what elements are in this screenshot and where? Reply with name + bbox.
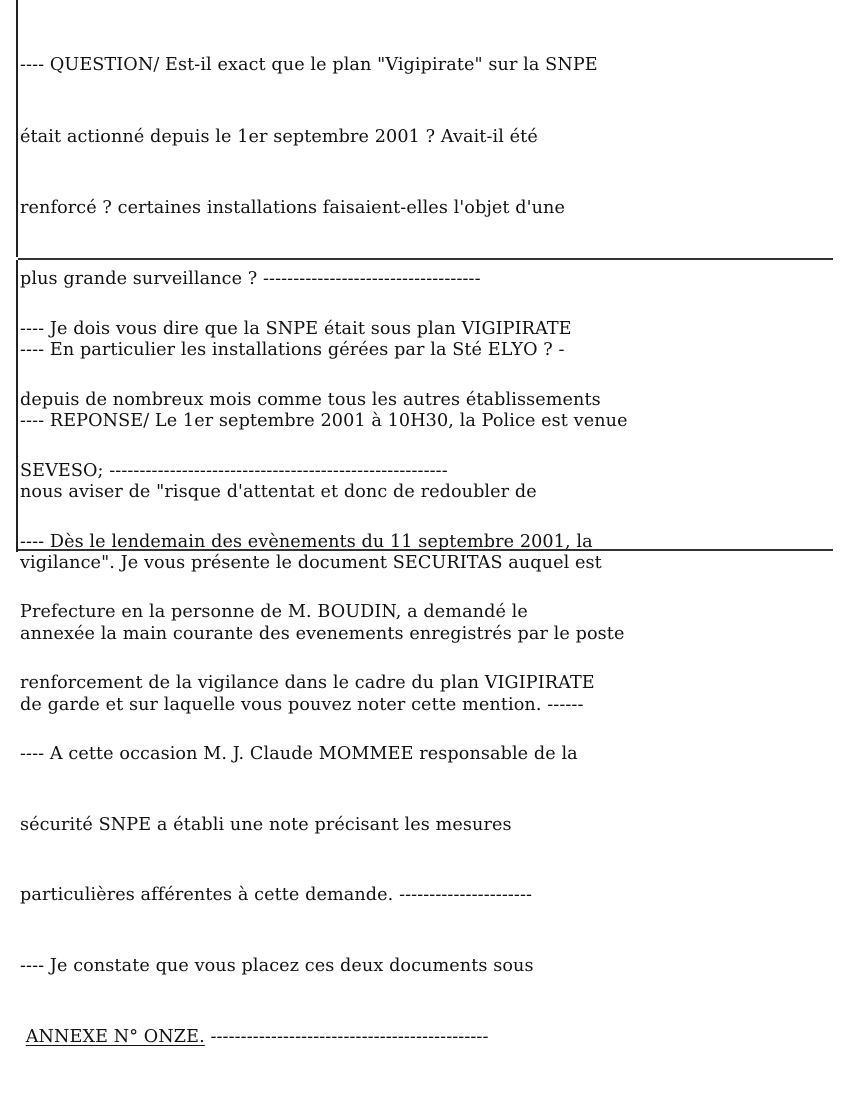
text-line: nous aviser de "risque d'attentat et donc de redoubler de [20, 481, 537, 502]
text-line: annexée la main courante des evenements enregistrés par le poste [20, 624, 625, 645]
annex-label: ANNEXE N° ONZE. [25, 1027, 205, 1047]
text-line: depuis de nombreux mois comme tous les autres établissements [20, 389, 601, 410]
text-line: était actionné depuis le 1er septembre 2001 ? Avait-il été [20, 126, 538, 147]
text-line: particulières afférentes à cette demande. ---------------------- [20, 885, 533, 906]
text-line: ---- Je constate que vous placez ces deux documents sous [20, 956, 534, 977]
left-margin-line-bottom [16, 260, 18, 552]
text-line: ---- QUESTION/ Est-il exact que le plan "Vigipirate" sur la SNPE [20, 55, 598, 76]
text-line: renforcement de la vigilance dans le cadre du plan VIGIPIRATE [20, 673, 595, 694]
text-line: sécurité SNPE a établi une note précisant les mesures [20, 814, 512, 835]
text-line: plus grande surveillance ? ------------------------------------ [20, 268, 481, 289]
text-line: vigilance". Je vous présente le document SECURITAS auquel est [20, 553, 602, 574]
text-line: ---- REPONSE/ Le 1er septembre 2001 à 10H30, la Police est venue [20, 410, 628, 431]
left-margin-line-top [16, 0, 18, 257]
statement-block [20, 271, 835, 1097]
text-line: SEVESO; -------------------------------------------------------- [20, 460, 448, 481]
text-line: ---- En particulier les installations gérées par la Sté ELYO ? - [20, 339, 565, 360]
annex-dashes: ---------------------------------------------- [204, 1027, 489, 1047]
text-line: ---- A cette occasion M. J. Claude MOMMEE responsable de la [20, 743, 578, 764]
text-line: de garde et sur laquelle vous pouvez noter cette mention. ------ [20, 695, 584, 716]
text-line: Prefecture en la personne de M. BOUDIN, a demandé le [20, 602, 528, 623]
text-line: ---- Je dois vous dire que la SNPE était sous plan VIGIPIRATE [20, 319, 572, 340]
text-line: ---- Dès le lendemain des evènements du 11 septembre 2001, la [20, 531, 593, 552]
text-line: renforcé ? certaines installations faisaient-elles l'objet d'une [20, 197, 565, 218]
annex-line [20, 1026, 835, 1050]
